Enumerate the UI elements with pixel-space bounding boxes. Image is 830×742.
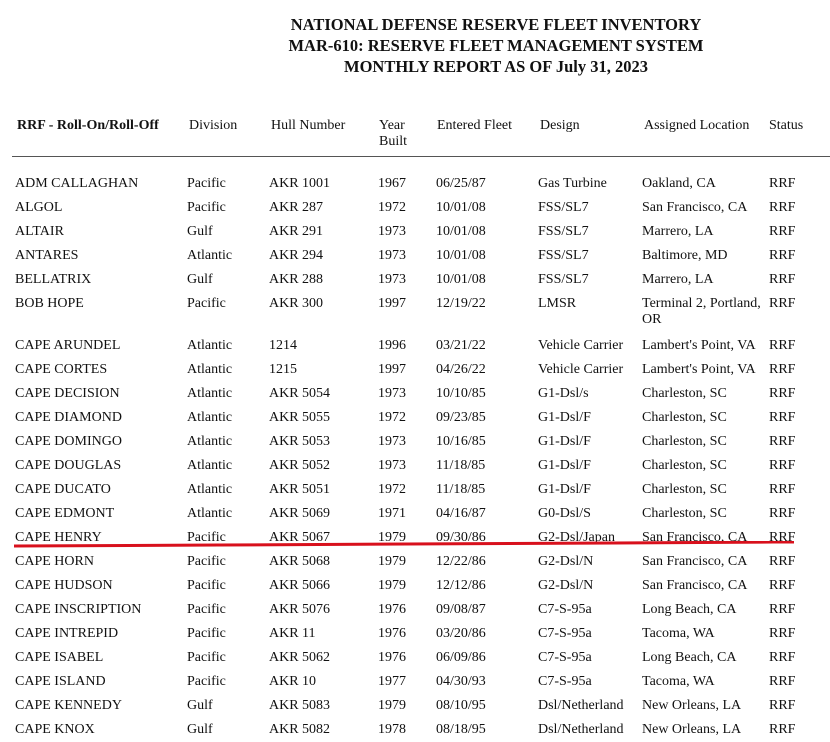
cell-status: RRF	[769, 530, 796, 545]
cell-assigned-location: Lambert's Point, VA	[642, 338, 756, 353]
cell-division: Atlantic	[187, 338, 233, 353]
cell-entered-fleet: 12/19/22	[436, 296, 486, 311]
cell-design: FSS/SL7	[538, 248, 589, 263]
cell-hull-number: AKR 5068	[269, 554, 331, 569]
cell-year-built: 1976	[378, 650, 406, 665]
cell-assigned-location: Oakland, CA	[642, 176, 716, 191]
table-row	[0, 220, 830, 244]
table-row	[0, 334, 830, 358]
cell-assigned-location: Charleston, SC	[642, 458, 727, 473]
cell-vessel-name: ANTARES	[15, 248, 79, 263]
cell-hull-number: AKR 5067	[269, 530, 331, 545]
column-header-design: Design	[540, 118, 580, 133]
cell-entered-fleet: 04/26/22	[436, 362, 486, 377]
table-row	[0, 430, 830, 454]
cell-design: G0-Dsl/S	[538, 506, 591, 521]
highlight-underline	[14, 541, 794, 548]
column-header-division: Division	[189, 118, 238, 133]
cell-assigned-location: San Francisco, CA	[642, 200, 748, 215]
cell-division: Pacific	[187, 554, 226, 569]
cell-design: Dsl/Netherland	[538, 722, 624, 737]
table-row	[0, 718, 830, 742]
table-row	[0, 622, 830, 646]
header-divider	[12, 156, 830, 157]
cell-division: Gulf	[187, 272, 213, 287]
cell-hull-number: AKR 5066	[269, 578, 331, 593]
fleet-table-body	[0, 172, 830, 742]
cell-division: Pacific	[187, 626, 226, 641]
cell-hull-number: AKR 5052	[269, 458, 331, 473]
cell-assigned-location: Charleston, SC	[642, 506, 727, 521]
cell-entered-fleet: 08/18/95	[436, 722, 486, 737]
cell-year-built: 1973	[378, 434, 406, 449]
cell-status: RRF	[769, 338, 796, 353]
cell-division: Pacific	[187, 530, 226, 545]
cell-entered-fleet: 11/18/85	[436, 482, 486, 497]
cell-assigned-location: Charleston, SC	[642, 434, 727, 449]
cell-vessel-name: CAPE INTREPID	[15, 626, 119, 641]
cell-year-built: 1979	[378, 530, 406, 545]
cell-assigned-location: San Francisco, CA	[642, 554, 748, 569]
cell-division: Pacific	[187, 650, 226, 665]
column-header-assigned-location: Assigned Location	[644, 118, 750, 133]
table-row	[0, 694, 830, 718]
cell-hull-number: AKR 5082	[269, 722, 331, 737]
cell-status: RRF	[769, 602, 796, 617]
cell-vessel-name: BOB HOPE	[15, 296, 84, 311]
cell-status: RRF	[769, 296, 796, 311]
cell-design: G1-Dsl/F	[538, 458, 591, 473]
cell-entered-fleet: 12/22/86	[436, 554, 486, 569]
cell-design: Vehicle Carrier	[538, 362, 624, 377]
table-row	[0, 268, 830, 292]
table-row	[0, 502, 830, 526]
cell-hull-number: 1214	[269, 338, 297, 353]
column-header-status: Status	[769, 118, 804, 133]
cell-vessel-name: CAPE DOMINGO	[15, 434, 122, 449]
cell-division: Pacific	[187, 296, 226, 311]
table-row	[0, 598, 830, 622]
report-title-line-3: MONTHLY REPORT AS OF July 31, 2023	[344, 57, 648, 76]
cell-hull-number: AKR 10	[269, 674, 317, 689]
cell-division: Pacific	[187, 200, 226, 215]
table-row	[0, 196, 830, 220]
cell-year-built: 1973	[378, 458, 406, 473]
cell-status: RRF	[769, 224, 796, 239]
table-row	[0, 358, 830, 382]
cell-assigned-location: Charleston, SC	[642, 410, 727, 425]
cell-assigned-location: Lambert's Point, VA	[642, 362, 756, 377]
cell-assigned-location: Tacoma, WA	[642, 626, 715, 641]
cell-division: Atlantic	[187, 458, 233, 473]
cell-division: Gulf	[187, 224, 213, 239]
cell-status: RRF	[769, 434, 796, 449]
table-row	[0, 172, 830, 196]
cell-vessel-name: CAPE INSCRIPTION	[15, 602, 142, 617]
cell-assigned-location: Charleston, SC	[642, 386, 727, 401]
cell-assigned-location: Tacoma, WA	[642, 674, 715, 689]
cell-design: G1-Dsl/s	[538, 386, 589, 401]
cell-vessel-name: CAPE CORTES	[15, 362, 108, 377]
cell-status: RRF	[769, 362, 796, 377]
column-header-year-built: Year Built	[379, 118, 408, 149]
table-row	[0, 550, 830, 574]
cell-hull-number: AKR 11	[269, 626, 316, 641]
cell-year-built: 1979	[378, 698, 406, 713]
cell-design: Vehicle Carrier	[538, 338, 624, 353]
cell-entered-fleet: 10/01/08	[436, 272, 486, 287]
cell-year-built: 1976	[378, 602, 406, 617]
cell-entered-fleet: 09/23/85	[436, 410, 486, 425]
cell-entered-fleet: 11/18/85	[436, 458, 486, 473]
cell-hull-number: AKR 5083	[269, 698, 331, 713]
cell-hull-number: 1215	[269, 362, 297, 377]
cell-year-built: 1979	[378, 554, 406, 569]
cell-status: RRF	[769, 626, 796, 641]
cell-vessel-name: CAPE EDMONT	[15, 506, 115, 521]
cell-division: Atlantic	[187, 410, 233, 425]
cell-entered-fleet: 10/10/85	[436, 386, 486, 401]
cell-design: G2-Dsl/Japan	[538, 530, 615, 545]
report-title-line-1: NATIONAL DEFENSE RESERVE FLEET INVENTORY	[290, 15, 702, 34]
table-row	[0, 478, 830, 502]
report-title	[0, 14, 830, 77]
cell-hull-number: AKR 1001	[269, 176, 331, 191]
cell-status: RRF	[769, 650, 796, 665]
cell-year-built: 1972	[378, 482, 406, 497]
cell-year-built: 1976	[378, 626, 406, 641]
cell-assigned-location: Marrero, LA	[642, 272, 714, 287]
cell-status: RRF	[769, 272, 796, 287]
cell-hull-number: AKR 287	[269, 200, 324, 215]
cell-year-built: 1996	[378, 338, 406, 353]
cell-status: RRF	[769, 722, 796, 737]
table-row	[0, 292, 830, 334]
cell-vessel-name: CAPE ARUNDEL	[15, 338, 121, 353]
cell-division: Pacific	[187, 578, 226, 593]
cell-assigned-location: Marrero, LA	[642, 224, 714, 239]
cell-vessel-name: CAPE DIAMOND	[15, 410, 122, 425]
table-row	[0, 646, 830, 670]
cell-vessel-name: CAPE DOUGLAS	[15, 458, 122, 473]
cell-status: RRF	[769, 578, 796, 593]
cell-year-built: 1978	[378, 722, 406, 737]
cell-entered-fleet: 03/21/22	[436, 338, 486, 353]
cell-hull-number: AKR 5054	[269, 386, 331, 401]
cell-hull-number: AKR 5053	[269, 434, 331, 449]
cell-design: FSS/SL7	[538, 272, 589, 287]
table-row	[0, 406, 830, 430]
cell-design: LMSR	[538, 296, 577, 311]
cell-assigned-location: New Orleans, LA	[642, 722, 742, 737]
cell-status: RRF	[769, 176, 796, 191]
cell-hull-number: AKR 5069	[269, 506, 331, 521]
cell-design: G1-Dsl/F	[538, 482, 591, 497]
cell-status: RRF	[769, 248, 796, 263]
cell-year-built: 1973	[378, 386, 406, 401]
cell-entered-fleet: 04/30/93	[436, 674, 486, 689]
table-row	[0, 574, 830, 598]
cell-year-built: 1997	[378, 362, 406, 377]
cell-assigned-location: New Orleans, LA	[642, 698, 742, 713]
report-title-line-2: MAR-610: RESERVE FLEET MANAGEMENT SYSTEM	[288, 36, 704, 55]
table-row	[0, 244, 830, 268]
cell-year-built: 1977	[378, 674, 406, 689]
cell-year-built: 1967	[378, 176, 406, 191]
cell-year-built: 1971	[378, 506, 406, 521]
cell-status: RRF	[769, 554, 796, 569]
cell-hull-number: AKR 288	[269, 272, 324, 287]
cell-year-built: 1979	[378, 578, 406, 593]
cell-year-built: 1973	[378, 248, 406, 263]
cell-entered-fleet: 08/10/95	[436, 698, 486, 713]
cell-vessel-name: CAPE KNOX	[15, 722, 95, 737]
cell-vessel-name: ADM CALLAGHAN	[15, 176, 139, 191]
cell-status: RRF	[769, 200, 796, 215]
cell-hull-number: AKR 5055	[269, 410, 331, 425]
cell-assigned-location: San Francisco, CA	[642, 530, 748, 545]
cell-design: C7-S-95a	[538, 626, 592, 641]
cell-entered-fleet: 06/09/86	[436, 650, 486, 665]
cell-division: Pacific	[187, 176, 226, 191]
cell-entered-fleet: 04/16/87	[436, 506, 486, 521]
cell-design: G2-Dsl/N	[538, 554, 594, 569]
cell-status: RRF	[769, 386, 796, 401]
cell-vessel-name: CAPE HENRY	[15, 530, 102, 545]
cell-status: RRF	[769, 674, 796, 689]
cell-entered-fleet: 06/25/87	[436, 176, 486, 191]
column-header-vessel: RRF - Roll-On/Roll-Off	[17, 118, 159, 133]
cell-entered-fleet: 10/01/08	[436, 248, 486, 263]
column-header-hull-number: Hull Number	[271, 118, 346, 133]
cell-hull-number: AKR 5051	[269, 482, 331, 497]
cell-year-built: 1973	[378, 272, 406, 287]
cell-design: Gas Turbine	[538, 176, 607, 191]
table-row	[0, 454, 830, 478]
cell-entered-fleet: 03/20/86	[436, 626, 486, 641]
cell-hull-number: AKR 300	[269, 296, 324, 311]
cell-design: G2-Dsl/N	[538, 578, 594, 593]
cell-assigned-location: Charleston, SC	[642, 482, 727, 497]
cell-year-built: 1973	[378, 224, 406, 239]
cell-design: C7-S-95a	[538, 602, 592, 617]
cell-division: Atlantic	[187, 434, 233, 449]
cell-vessel-name: CAPE ISABEL	[15, 650, 104, 665]
cell-assigned-location: San Francisco, CA	[642, 578, 748, 593]
cell-year-built: 1972	[378, 410, 406, 425]
cell-vessel-name: CAPE DUCATO	[15, 482, 111, 497]
cell-status: RRF	[769, 698, 796, 713]
cell-vessel-name: CAPE HORN	[15, 554, 94, 569]
cell-status: RRF	[769, 458, 796, 473]
cell-entered-fleet: 12/12/86	[436, 578, 486, 593]
cell-division: Gulf	[187, 722, 213, 737]
cell-design: G1-Dsl/F	[538, 434, 591, 449]
cell-division: Atlantic	[187, 386, 233, 401]
cell-status: RRF	[769, 482, 796, 497]
cell-assigned-location: Terminal 2, Portland, OR	[642, 296, 761, 327]
cell-hull-number: AKR 291	[269, 224, 324, 239]
column-header-entered-fleet: Entered Fleet	[437, 118, 513, 133]
cell-vessel-name: BELLATRIX	[15, 272, 92, 287]
cell-vessel-name: CAPE ISLAND	[15, 674, 106, 689]
cell-vessel-name: ALGOL	[15, 200, 63, 215]
cell-vessel-name: CAPE HUDSON	[15, 578, 113, 593]
cell-status: RRF	[769, 506, 796, 521]
cell-assigned-location: Long Beach, CA	[642, 650, 737, 665]
cell-entered-fleet: 09/30/86	[436, 530, 486, 545]
cell-assigned-location: Baltimore, MD	[642, 248, 728, 263]
cell-design: G1-Dsl/F	[538, 410, 591, 425]
cell-hull-number: AKR 294	[269, 248, 324, 263]
cell-design: FSS/SL7	[538, 224, 589, 239]
table-header	[0, 118, 830, 156]
cell-entered-fleet: 10/01/08	[436, 200, 486, 215]
cell-division: Atlantic	[187, 362, 233, 377]
cell-division: Atlantic	[187, 506, 233, 521]
cell-entered-fleet: 09/08/87	[436, 602, 486, 617]
cell-vessel-name: ALTAIR	[15, 224, 64, 239]
cell-division: Atlantic	[187, 248, 233, 263]
cell-entered-fleet: 10/01/08	[436, 224, 486, 239]
cell-design: C7-S-95a	[538, 650, 592, 665]
cell-division: Pacific	[187, 674, 226, 689]
cell-design: Dsl/Netherland	[538, 698, 624, 713]
cell-design: C7-S-95a	[538, 674, 592, 689]
cell-division: Pacific	[187, 602, 226, 617]
cell-status: RRF	[769, 410, 796, 425]
cell-entered-fleet: 10/16/85	[436, 434, 486, 449]
cell-hull-number: AKR 5076	[269, 602, 331, 617]
cell-year-built: 1997	[378, 296, 406, 311]
cell-vessel-name: CAPE KENNEDY	[15, 698, 122, 713]
cell-division: Gulf	[187, 698, 213, 713]
table-row	[0, 670, 830, 694]
cell-division: Atlantic	[187, 482, 233, 497]
cell-year-built: 1972	[378, 200, 406, 215]
cell-design: FSS/SL7	[538, 200, 589, 215]
cell-hull-number: AKR 5062	[269, 650, 331, 665]
cell-assigned-location: Long Beach, CA	[642, 602, 737, 617]
table-row	[0, 382, 830, 406]
cell-vessel-name: CAPE DECISION	[15, 386, 120, 401]
